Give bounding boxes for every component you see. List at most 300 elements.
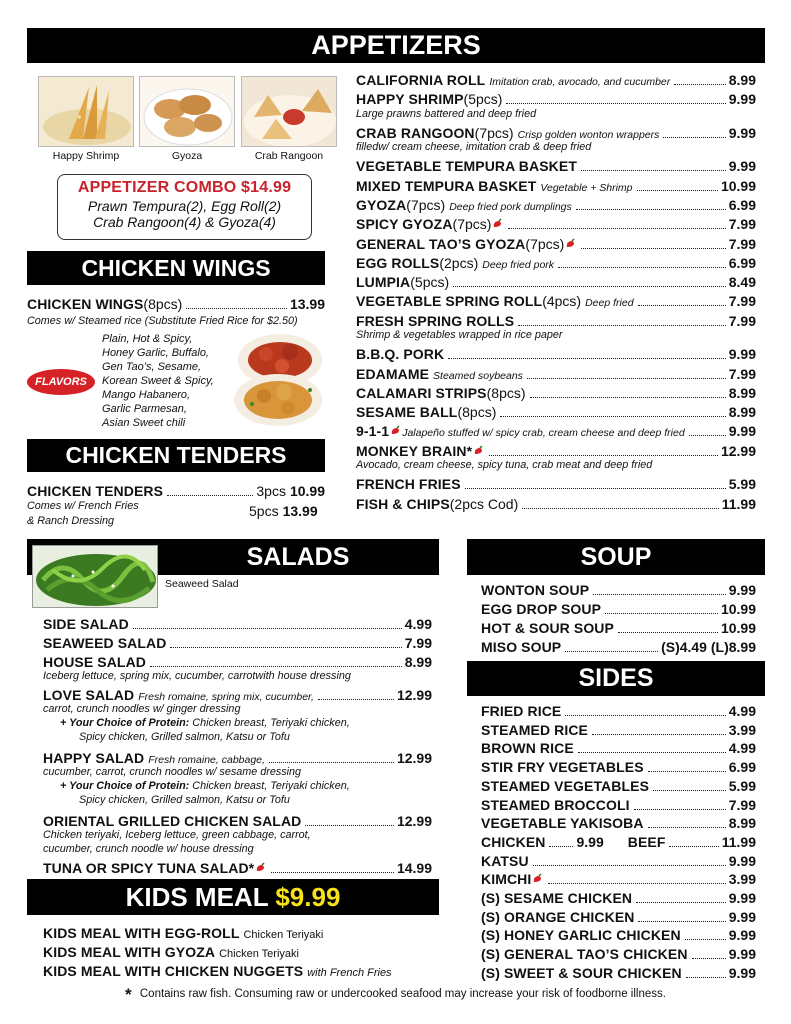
menu-item-row [356, 496, 756, 512]
protein-choice [60, 780, 350, 792]
item-name: LOVE SALAD [43, 687, 135, 703]
protein-options-2: Spicy chicken, Grilled salmon, Katsu or Tofu [79, 794, 290, 806]
menu-item-row [481, 601, 756, 617]
menu-item-row [356, 91, 756, 107]
menu-item-row [43, 654, 432, 670]
leader-dots [558, 267, 726, 268]
item-name: VEGETABLE SPRING ROLL [356, 293, 543, 310]
item-price: 3.99 [728, 721, 756, 738]
menu-item-row [481, 871, 756, 887]
item-name: (S) SWEET & SOUR CHICKEN [481, 964, 682, 981]
item-name: KIDS MEAL WITH GYOZA [43, 944, 216, 960]
combo-line2: Crab Rangoon(4) & Gyoza(4) [93, 214, 276, 230]
leader-dots [653, 790, 726, 791]
item-price: 3.99 [728, 871, 756, 888]
menu-item-row [481, 797, 756, 813]
item-description: Steamed soybeans [433, 369, 523, 382]
menu-item-row [356, 404, 756, 420]
item-price: 8.99 [728, 384, 756, 401]
caption-happy-shrimp: Happy Shrimp [52, 150, 120, 162]
leader-dots [636, 902, 726, 903]
combo-label: APPETIZER COMBO [77, 179, 237, 196]
item-name: CALIFORNIA ROLL [356, 72, 486, 88]
menu-item-row [481, 740, 756, 756]
item-description: Deep fried pork dumplings [449, 200, 572, 213]
leader-dots [592, 734, 726, 735]
leader-dots [637, 190, 718, 191]
seaweed-salad-image [32, 545, 158, 608]
item-qty: (8pcs) [486, 384, 526, 401]
kids-meal-row [43, 944, 299, 960]
menu-item-row [481, 834, 756, 850]
item-price: (S)4.49 (L)8.99 [661, 639, 756, 655]
chili-pepper-icon [255, 862, 266, 873]
item-name: (S) GENERAL TAO’S CHICKEN [481, 946, 688, 963]
flavor-option: Honey Garlic, Buffalo, [102, 347, 209, 359]
item-description: Fresh romaine, cabbage, [148, 754, 265, 766]
caption-seaweed-salad: Seaweed Salad [165, 578, 239, 590]
menu-item-row [481, 582, 756, 598]
item-name: VEGETABLE TEMPURA BASKET [356, 158, 577, 175]
item-name: STIR FRY VEGETABLES [481, 759, 644, 776]
menu-item-row [356, 293, 756, 309]
chili-pepper-icon [492, 218, 503, 229]
item-name: STEAMED BROCCOLI [481, 796, 630, 813]
flavors-badge [27, 369, 95, 395]
happy-shrimp-image [39, 77, 134, 147]
menu-item-row [481, 639, 756, 655]
item-subtext: Large prawns battered and deep fried [356, 107, 537, 120]
caption-crab-rangoon: Crab Rangoon [254, 150, 324, 162]
leader-dots [533, 865, 726, 866]
leader-dots [638, 921, 725, 922]
item-price: 9.99 [728, 582, 756, 598]
leader-dots [527, 378, 726, 379]
menu-item-row [481, 909, 756, 925]
item-name: KIMCHI [481, 871, 532, 888]
item-name: EGG ROLLS [356, 254, 440, 271]
leader-dots [167, 495, 253, 496]
leader-dots [170, 647, 401, 648]
chicken-wings-note: Comes w/ Steamed rice (Substitute Fried Rice for $2.50) [27, 315, 298, 327]
leader-dots [634, 809, 726, 810]
item-price: 7.99 [728, 312, 756, 329]
flavors-list [102, 332, 214, 430]
menu-item-row [43, 750, 432, 766]
item-name: GYOZA [356, 196, 407, 213]
menu-item-row [356, 216, 756, 232]
item-price: 12.99 [396, 750, 432, 766]
photo-gyoza [139, 76, 235, 147]
item-price: 7.99 [728, 235, 756, 252]
item-name: (S) ORANGE CHICKEN [481, 908, 635, 925]
item-price: 9.99 [728, 964, 756, 981]
item-subtext: Avocado, cream cheese, spicy tuna, crab meat and deep fried [356, 459, 653, 471]
item-price: 8.49 [728, 274, 756, 291]
item-description: Vegetable + Shrimp [540, 181, 633, 194]
combo-price: $14.99 [241, 179, 292, 196]
leader-dots [593, 594, 726, 595]
flavor-option: Garlic Parmesan, [102, 403, 187, 415]
menu-item-row [356, 178, 756, 194]
soup-header [467, 539, 765, 575]
menu-item-row [481, 815, 756, 831]
item-name: LUMPIA [356, 274, 411, 291]
item-name: SIDE SALAD [43, 616, 129, 632]
leader-dots [549, 846, 573, 847]
item-description: Chicken Teriyaki [219, 948, 299, 960]
chicken-wings-row [27, 296, 325, 312]
leader-dots [448, 358, 726, 359]
menu-item-row [356, 274, 756, 290]
item-name: FRIED RICE [481, 703, 562, 719]
item-name: STEAMED VEGETABLES [481, 777, 650, 794]
item-subtext: filledw/ cream cheese, imitation crab & deep fried [356, 141, 592, 154]
leader-dots [150, 666, 402, 667]
chicken-tenders-name: CHICKEN TENDERS [27, 483, 164, 499]
item-subtext: carrot, crunch noodles w/ ginger dressing [43, 703, 241, 715]
item-name: HOT & SOUR SOUP [481, 620, 614, 636]
item-name: HAPPY SHRIMP [356, 91, 464, 108]
protein-options-2: Spicy chicken, Grilled salmon, Katsu or Tofu [79, 731, 290, 743]
item-price: 12.99 [720, 442, 756, 459]
item-description: Jalapeño stuffed w/ spicy crab, cream cheese and deep fried [402, 427, 685, 440]
item-name: FRESH SPRING ROLLS [356, 312, 515, 329]
menu-item-row [481, 759, 756, 775]
flavor-option: Plain, Hot & Spicy, [102, 333, 193, 345]
leader-dots [530, 397, 726, 398]
leader-dots [565, 651, 658, 652]
menu-item-row [481, 778, 756, 794]
chicken-wings-name: CHICKEN WINGS [27, 296, 144, 312]
leader-dots [522, 508, 719, 509]
item-subtext: cucumber, carrot, crunch noodles w/ sesame dressing [43, 766, 302, 778]
protein-choice [60, 717, 350, 729]
leader-dots [271, 872, 394, 873]
kids-meal-header [27, 879, 439, 915]
item-subtext: Iceberg lettuce, spring mix, cucumber, carrotwith house dressing [43, 670, 351, 682]
chicken-wings-header [27, 251, 325, 285]
menu-item-row [356, 125, 756, 141]
chicken-wings-image [222, 330, 330, 430]
sides-header [467, 661, 765, 696]
protein-options: Chicken breast, Teriyaki chicken, [192, 717, 350, 729]
protein-label: + Your Choice of Protein: [60, 780, 190, 792]
item-name: B.B.Q. PORK [356, 346, 445, 363]
chili-pepper-icon [390, 425, 401, 436]
item-description: Deep fried pork [482, 258, 555, 271]
menu-item-row [43, 616, 432, 632]
item-qty: (2pcs) [439, 254, 479, 271]
kids-meal-row [43, 925, 323, 941]
chicken-tenders-opt2: 5pcs [249, 503, 279, 519]
item-name: ORIENTAL GRILLED CHICKEN SALAD [43, 813, 302, 829]
item-price: 7.99 [728, 796, 756, 813]
item-name: 9-1-1 [356, 423, 390, 440]
appetizers-title: APPETIZERS [311, 30, 481, 60]
item-qty: (7pcs) [525, 235, 565, 252]
flavors-badge-label: FLAVORS [35, 376, 87, 388]
item-name: CALAMARI STRIPS [356, 384, 487, 401]
menu-item-row [356, 158, 756, 174]
leader-dots [489, 455, 718, 456]
item-name: VEGETABLE YAKISOBA [481, 815, 644, 832]
item-price: 6.99 [728, 254, 756, 271]
leader-dots [581, 248, 725, 249]
item-name: (S) HONEY GARLIC CHICKEN [481, 927, 681, 944]
menu-item-row [356, 366, 756, 382]
kids-meal-row [43, 963, 392, 979]
menu-item-row [356, 443, 756, 459]
item-qty: (7pcs) [474, 124, 514, 141]
item-price: 14.99 [396, 860, 432, 876]
leader-dots [506, 103, 725, 104]
item-price: 11.99 [721, 495, 756, 512]
item-price: 8.99 [728, 815, 756, 832]
menu-item-row [481, 703, 756, 719]
menu-item-row [43, 813, 432, 829]
item-qty: (5pcs) [410, 274, 450, 291]
item-price: 9.99 [728, 890, 756, 906]
footer-disclaimer [0, 985, 791, 1005]
item-price: 4.99 [728, 703, 756, 719]
leader-dots [565, 715, 725, 716]
item-price: 9.99 [728, 908, 756, 925]
menu-item-row [356, 423, 756, 439]
appetizer-combo-box [57, 174, 312, 240]
item-description: Crisp golden wonton wrappers [517, 128, 660, 141]
menu-item-row [481, 853, 756, 869]
item-price: 9.99 [728, 946, 756, 963]
chicken-tenders-row2 [249, 503, 318, 519]
chicken-tenders-header [27, 439, 325, 472]
item-subtext: cucumber, crunch noodle w/ house dressing [43, 843, 254, 855]
item-name: FRENCH FRIES [356, 476, 461, 493]
item-price: 12.99 [396, 813, 432, 829]
item-qty: (7pcs) [406, 196, 446, 213]
photo-happy-shrimp [38, 76, 134, 147]
menu-item-row [356, 255, 756, 271]
kids-meal-title: KIDS MEAL [125, 882, 269, 912]
chicken-wings-price: 13.99 [289, 296, 325, 312]
caption-gyoza: Gyoza [171, 150, 203, 162]
item-price: 6.99 [728, 759, 756, 776]
item-description: Imitation crab, avocado, and cucumber [489, 76, 671, 88]
item-price: 8.99 [728, 72, 756, 88]
chicken-tenders-note1: Comes w/ French Fries [27, 500, 139, 512]
item-description: Fresh romaine, spring mix, cucumber, [138, 691, 314, 703]
item-price: 5.99 [728, 476, 756, 493]
item-name: WONTON SOUP [481, 582, 590, 598]
item-name: SESAME BALL [356, 404, 458, 421]
item-price: 8.99 [728, 404, 756, 421]
item-price: 8.99 [404, 654, 432, 670]
item-price: 7.99 [404, 635, 432, 651]
item-price: 10.99 [720, 601, 756, 617]
item-name: BROWN RICE [481, 740, 574, 757]
item-price: 11.99 [721, 833, 756, 850]
chicken-tenders-row [27, 483, 325, 499]
leader-dots [518, 325, 726, 326]
item-price: 4.99 [728, 740, 756, 757]
item-price: 9.99 [728, 91, 756, 108]
item-price: 12.99 [396, 687, 432, 703]
menu-item-row [356, 236, 756, 252]
item-price: 9.99 [728, 158, 756, 175]
menu-item-row [43, 860, 432, 876]
menu-item-row [356, 72, 756, 88]
item-price: 9.99 [576, 833, 604, 850]
leader-dots [508, 228, 725, 229]
leader-dots [648, 827, 726, 828]
item-price: 7.99 [728, 216, 756, 233]
chicken-tenders-opt1: 3pcs [256, 483, 286, 499]
item-price: 5.99 [728, 777, 756, 794]
item-price: 7.99 [728, 365, 756, 382]
item-qty: (5pcs) [463, 91, 503, 108]
item-name: TUNA OR SPICY TUNA SALAD* [43, 860, 255, 876]
flavor-option: Korean Sweet & Spicy, [102, 375, 214, 387]
leader-dots [133, 628, 402, 629]
item-description: with French Fries [307, 967, 392, 979]
protein-options: Chicken breast, Teriyaki chicken, [192, 780, 350, 792]
chicken-tenders-title: CHICKEN TENDERS [65, 442, 287, 468]
leader-dots [669, 846, 718, 847]
leader-dots [663, 137, 725, 138]
item-price: 10.99 [720, 620, 756, 636]
chicken-wings-title: CHICKEN WINGS [81, 255, 271, 281]
combo-line1: Prawn Tempura(2), Egg Roll(2) [87, 198, 282, 214]
leader-dots [605, 613, 718, 614]
leader-dots [686, 977, 726, 978]
item-name: KATSU [481, 852, 529, 869]
leader-dots [186, 308, 287, 309]
item-description: Deep fried [585, 297, 634, 310]
leader-dots [305, 825, 394, 826]
item-name: GENERAL TAO’S GYOZA [356, 235, 526, 252]
chicken-tenders-note2: & Ranch Dressing [27, 515, 115, 527]
item-name: MONKEY BRAIN* [356, 442, 473, 459]
item-name: HOUSE SALAD [43, 654, 146, 670]
gyoza-image [140, 77, 235, 147]
item-qty: (4pcs) [542, 293, 582, 310]
leader-dots [685, 939, 726, 940]
leader-dots [689, 435, 726, 436]
item-price: 7.99 [728, 293, 756, 310]
menu-item-row [43, 687, 432, 703]
photo-crab-rangoon [241, 76, 337, 147]
flavor-option: Gen Tao’s, Sesame, [102, 361, 202, 373]
crab-rangoon-image [242, 77, 337, 147]
item-name: EDAMAME [356, 365, 430, 382]
leader-dots [638, 305, 726, 306]
item-name: MIXED TEMPURA BASKET [356, 177, 537, 194]
item-name: SPICY GYOZA [356, 216, 453, 233]
flavor-option: Asian Sweet chili [102, 417, 186, 429]
chicken-wings-qty: (8pcs) [143, 296, 183, 312]
menu-item-row [356, 476, 756, 492]
leader-dots [269, 762, 394, 763]
item-subtext: Shrimp & vegetables wrapped in rice paper [356, 329, 563, 341]
leader-dots [318, 699, 394, 700]
menu-item-row [481, 965, 756, 981]
menu-item-row [356, 346, 756, 362]
item-name: FISH & CHIPS [356, 495, 450, 512]
item-name: EGG DROP SOUP [481, 601, 602, 617]
chili-pepper-icon [565, 238, 576, 249]
item-name: KIDS MEAL WITH EGG-ROLL [43, 925, 240, 941]
kids-meal-price: $9.99 [275, 882, 341, 912]
appetizers-header [27, 28, 765, 63]
menu-item-row [356, 197, 756, 213]
menu-item-row [481, 946, 756, 962]
item-name: MISO SOUP [481, 639, 562, 655]
soup-title: SOUP [580, 543, 652, 571]
item-qty: (8pcs) [457, 404, 497, 421]
leader-dots [465, 488, 726, 489]
leader-dots [581, 170, 726, 171]
chili-pepper-icon [473, 445, 484, 456]
sides-title: SIDES [578, 664, 654, 692]
chili-pepper-icon [532, 873, 543, 884]
item-price: 9.99 [728, 423, 756, 440]
protein-label: + Your Choice of Protein: [60, 717, 190, 729]
menu-item-row [43, 635, 432, 651]
item-qty: (7pcs) [452, 216, 492, 233]
menu-item-row [481, 620, 756, 636]
menu-item-row [481, 722, 756, 738]
leader-dots [578, 752, 726, 753]
leader-dots [692, 958, 726, 959]
item-name: HAPPY SALAD [43, 750, 145, 766]
chicken-tenders-price1: 10.99 [289, 483, 325, 499]
leader-dots [648, 771, 726, 772]
item-price: 9.99 [728, 852, 756, 869]
item-price: 9.99 [728, 346, 756, 363]
menu-item-row [356, 385, 756, 401]
leader-dots [548, 883, 725, 884]
leader-dots [576, 209, 726, 210]
menu-item-row [481, 927, 756, 943]
item-qty: (2pcs Cod) [449, 495, 519, 512]
leader-dots [453, 286, 726, 287]
item-name: BEEF [627, 833, 666, 850]
item-name: KIDS MEAL WITH CHICKEN NUGGETS [43, 963, 304, 979]
item-name: CRAB RANGOON [356, 124, 475, 141]
flavor-option: Mango Habanero, [102, 389, 191, 401]
item-subtext: Chicken teriyaki, Iceberg lettuce, green cabbage, carrot, [43, 829, 311, 841]
salads-title: SALADS [246, 543, 350, 571]
leader-dots [674, 84, 726, 85]
item-name: (S) SESAME CHICKEN [481, 890, 633, 906]
footer-star: * [125, 985, 132, 1004]
item-name: SEAWEED SALAD [43, 635, 167, 651]
leader-dots [618, 632, 718, 633]
footer-text: Contains raw fish. Consuming raw or undercooked seafood may increase your risk of foodborne illness. [139, 988, 666, 1000]
menu-item-row [481, 890, 756, 906]
menu-item-row [356, 313, 756, 329]
item-price: 4.99 [404, 616, 432, 632]
item-price: 6.99 [728, 196, 756, 213]
item-name: STEAMED RICE [481, 721, 588, 738]
item-description: Chicken Teriyaki [243, 929, 324, 941]
item-price: 9.99 [728, 927, 756, 944]
chicken-tenders-price2: 13.99 [282, 503, 318, 519]
leader-dots [500, 416, 725, 417]
item-price: 10.99 [720, 177, 756, 194]
item-name: CHICKEN [481, 833, 546, 850]
item-price: 9.99 [728, 124, 756, 141]
